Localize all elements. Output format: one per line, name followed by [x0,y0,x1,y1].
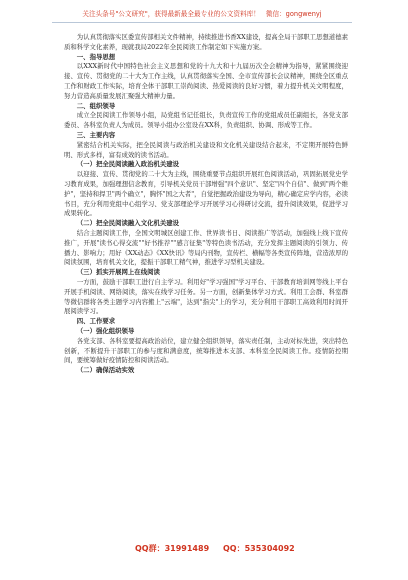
header-wechat-text: 微信：gongwenyj [265,10,322,18]
subheading-ensure-effectiveness: （二）确保活动实效 [76,366,135,375]
subheading-cultural-building: （二）把全民阅读融入文化机关建设 [76,219,180,228]
section-heading-requirements: 四、工作要求 [76,317,116,326]
paragraph-political-building: 以迎接、宣传、贯彻党的二十大为主线，围绕重要节点组织开展红色阅读活动，巩固拓展党史学习教育成果，加强理想信念教育，引导机关党员干部增强"四个意识"、坚定"四个自信"、做到"两个维护"，坚持和捍卫"两个确立"，胸怀"国之大者"，自觉把握政治建设为导向，精心确定应学内容，必读书目，充分利用党组中心组学习、党支部理论学习开展学习心得研讨交流，提升阅读效果，促进学习成果转化。 [64,170,348,218]
paragraph-guiding-ideology: 以XXX新时代中国特色社会主义思想和党的十九大和十九届历次全会精神为指导，紧紧围绕迎接、宣传、贯彻党的二十大为工作主线，认真贯彻落实全国、全市宣传部长会议精神，围绕全区重点工作和财政工作实际，培育全体干部职工崇尚阅读、热爱阅读的良好习惯，着力提升机关文明程度，努力营造高质量发展汇聚强大精神力量。 [64,62,348,100]
paragraph-cultural-building: 结合主题阅读工作，全国文明城区创建工作、世界读书日、阅读推广等活动，加强线上线下宣传推广，开展"读书心得交流""好书推荐""感言征集"等特色读书活动，充分发挥主题阅读的引领力、传播力、影响力；用好《XX动态》《XX快讯》等局内刊物，宣传栏、横幅等各类宣传阵地，营造浓厚的阅读氛围，培育机关文化，提振干部职工精气神，推进学习型机关建设。 [64,228,348,267]
intro-paragraph: 为认真贯彻落实区委宣传部相关文件精神，持续推进书香XX建设，提高全局干部职工思想道德素质和科学文化素养，现就我局2022年全民阅读工作制定如下实施方案。 [64,33,348,51]
section-heading-main-content: 三、主要内容 [76,130,116,139]
paragraph-online-reading: 一方面，鼓励干部职工进行自主学习。利用好"学习强国"学习平台、干部教育培训网等线上平台开展手机阅读、网络阅读，落实在线学习任务。另一方面，创新集体学习方式。利用工会群、科室群等微信群将各类主题学习内容搬上"云端"，达到"指尖"上的学习，充分利用干部职工高效利用时间开展阅读学习。 [64,277,348,316]
qq-group-number: QQ群：31991489 [135,544,210,553]
footer-contact [0,542,408,556]
paragraph-main-content: 紧密结合机关实际，把全民阅读与政治机关建设和文化机关建设结合起来，不定期开展特色鲜明、形式多样，富有成效的读书活动。 [64,140,348,159]
paragraph-leadership: 成立全民阅读工作领导小组，局党组书记任组长，负责宣传工作的党组成员任副组长，各党支部委员、各科室负责人为成员。领导小组办公室设在XX科，负责组织、协调、形成等工作。 [64,111,348,130]
section-heading-guiding-ideology: 一、指导思想 [76,52,116,61]
subheading-political-building: （一）把全民阅读融入政治机关建设 [76,160,180,169]
subheading-online-reading: （三）抓实开展网上在线阅读 [76,268,160,277]
section-heading-leadership: 二、组织领导 [76,101,116,110]
document-body [64,33,348,376]
header-promo-text: 关注头条号"公文研究"，获得最新最全最专业的公文资料库！ [82,10,260,18]
qq-number: QQ：535304092 [223,544,295,553]
subheading-strengthen-leadership: （一）强化组织领导 [76,326,135,335]
header-banner [52,6,352,23]
paragraph-strengthen-leadership: 各党支部、各科室要提高政治站位，建立健全组织领导，落实责任制，主动对标先进，突出特色创新，不断提升干部职工的参与度和满意度，统筹推进本支部、本科室全民阅读工作。疫情防控期间，要统筹做好疫情防控和阅读活动。 [64,336,348,365]
